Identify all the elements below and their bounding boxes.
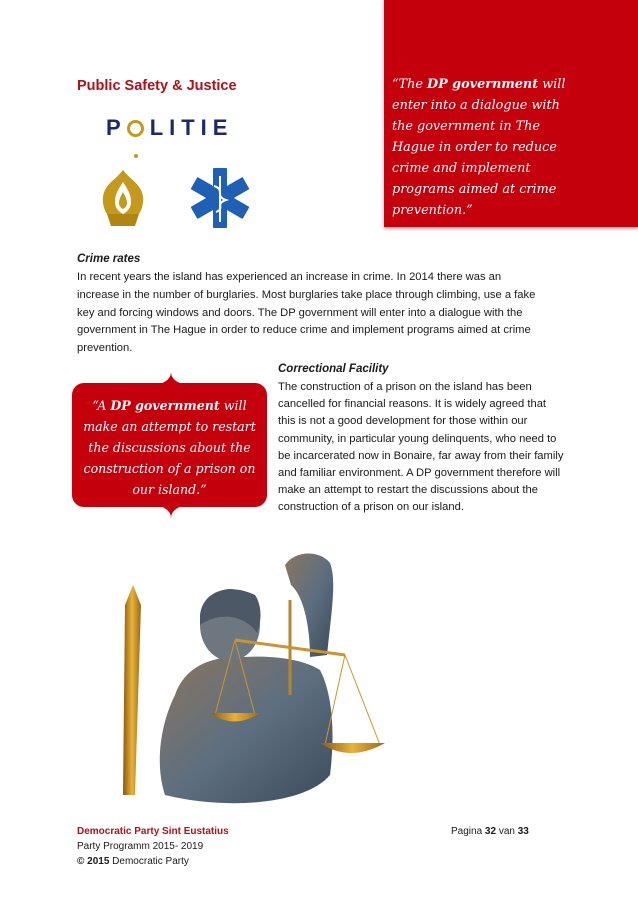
politie-dot (134, 154, 138, 158)
left-quote-bubble (72, 383, 267, 507)
politie-o-ring (127, 120, 144, 137)
politie-logo: P LITIE (106, 115, 234, 140)
left-quote-text: “A DP government will make an attempt to restart the discussions about the construction of a prison on our island.” (83, 398, 256, 497)
footer-programme: Party Programm 2015- 2019 (77, 841, 204, 852)
flame-emblem-icon (95, 168, 151, 230)
footer-copyright: © 2015 Democratic Party (77, 856, 189, 867)
top-quote-text: “The DP government will enter into a dialogue with the government in The Hague in order to reduce crime and implement programs aimed at crime prevention.” (392, 77, 566, 218)
footer-page-number: Pagina 32 van 33 (451, 826, 529, 837)
bubble-bottom-notch (160, 506, 182, 518)
crime-rates-body: In recent years the island has experienced an increase in crime. In 2014 there was an increase in the number of burglaries. Most burglaries take place through climbing, use a fake key and forcing windows and doors. The DP government will enter into a dialogue with the government in The Hague in order to reduce crime and implement programs aimed at crime prevention. (77, 271, 536, 355)
star-of-life-icon (188, 166, 252, 230)
correctional-facility-body: The construction of a prison on the island has been cancelled for financial reasons. It is widely agreed that this is not a good development for those within our community, in particular young delinquents, who need to be incarcerated now in Bonaire, far away from their family and familiar environment. A DP government therefore will make an attempt to restart the discussions about the construction of a prison on our island. (278, 381, 564, 514)
crime-rates-heading: Crime rates (77, 253, 141, 265)
lady-justice-image (105, 545, 405, 815)
section-title: Public Safety & Justice (77, 78, 237, 94)
top-quote-panel (384, 0, 638, 227)
correctional-facility-heading: Correctional Facility (278, 363, 389, 375)
footer-org: Democratic Party Sint Eustatius (77, 826, 229, 837)
